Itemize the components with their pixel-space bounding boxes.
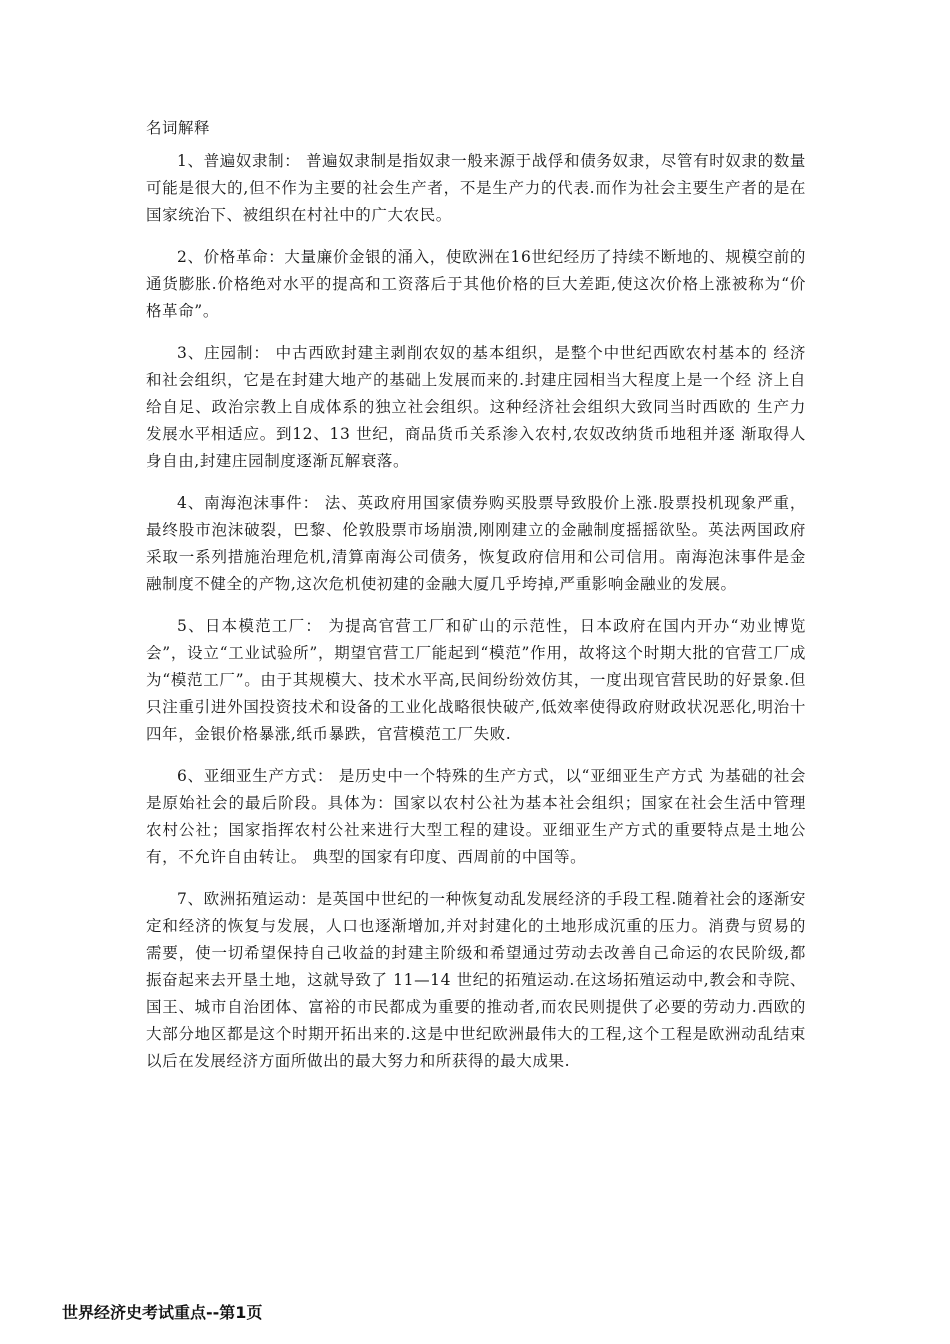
- term-paragraph-4: 4、南海泡沫事件： 法、英政府用国家债券购买股票导致股价上涨.股票投机现象严重，最终股市泡沫破裂，巴黎、伦敦股票市场崩溃,刚刚建立的金融制度摇摇欲坠。英法两国政府采取一系列措施治理危机,清算南海公司债务，恢复政府信用和公司信用。南海泡沫事件是金融制度不健全的产物,这次危机使初建的金融大厦几乎垮掉,严重影响金融业的发展。: [146, 494, 806, 593]
- section-heading: 名词解释: [146, 119, 211, 137]
- term-paragraph-5: 5、日本模范工厂： 为提高官营工厂和矿山的示范性，日本政府在国内开办“劝业博览会”，设立“工业试验所”，期望官营工厂能起到“模范”作用，故将这个时期大批的官营工厂成为“模范工厂”。由于其规模大、技术水平高,民间纷纷效仿其，一度出现官营民助的好景象.但只注重引进外国投资技术和设备的工业化战略很快破产,低效率使得政府财政状况恶化,明治十四年，金银价格暴涨,纸币暴跌，官营模范工厂失败.: [146, 617, 806, 743]
- term-paragraph-3: 3、庄园制： 中古西欧封建主剥削农奴的基本组织，是整个中世纪西欧农村基本的 经济和社会组织，它是在封建大地产的基础上发展而来的.封建庄园相当大程度上是一个经 济上自给自足、政治宗教上自成体系的独立社会组织。这种经济社会组织大致同当时西欧的 生产力发展水平相适应。到12、13 世纪，商品货币关系渗入农村,农奴改纳货币地租并逐 渐取得人身自由,封建庄园制度逐渐瓦解衰落。: [146, 344, 806, 470]
- term-paragraph-7: 7、欧洲拓殖运动：是英国中世纪的一种恢复动乱发展经济的手段工程.随着社会的逐渐安定和经济的恢复与发展，人口也逐渐增加,并对封建化的土地形成沉重的压力。消费与贸易的需要，使一切希望保持自己收益的封建主阶级和希望通过劳动去改善自己命运的农民阶级,都振奋起来去开垦土地，这就导致了 11—14 世纪的拓殖运动.在这场拓殖运动中,教会和寺院、国王、城市自治团体、富裕的市民都成为重要的推动者,而农民则提供了必要的劳动力.西欧的大部分地区都是这个时期开拓出来的.这是中世纪欧洲最伟大的工程,这个工程是欧洲动乱结束以后在发展经济方面所做出的最大努力和所获得的最大成果.: [146, 890, 806, 1070]
- page-footer: 世界经济史考试重点--第1页: [62, 1303, 263, 1322]
- term-paragraph-2: 2、价格革命：大量廉价金银的涌入，使欧洲在16世纪经历了持续不断地的、规模空前的通货膨胀.价格绝对水平的提高和工资落后于其他价格的巨大差距,使这次价格上涨被称为“价格革命”。: [146, 248, 806, 320]
- document-body: [146, 148, 806, 1090]
- term-paragraph-6: 6、亚细亚生产方式： 是历史中一个特殊的生产方式，以“亚细亚生产方式 为基础的社会是原始社会的最后阶段。具体为：国家以农村公社为基本社会组织；国家在社会生活中管理农村公社；国家指挥农村公社来进行大型工程的建设。亚细亚生产方式的重要特点是土地公有，不允许自由转让。 典型的国家有印度、西周前的中国等。: [146, 767, 806, 866]
- term-paragraph-1: 1、普遍奴隶制： 普遍奴隶制是指奴隶一般来源于战俘和债务奴隶，尽管有时奴隶的数量可能是很大的,但不作为主要的社会生产者，不是生产力的代表.而作为社会主要生产者的是在国家统治下、被组织在村社中的广大农民。: [146, 152, 806, 224]
